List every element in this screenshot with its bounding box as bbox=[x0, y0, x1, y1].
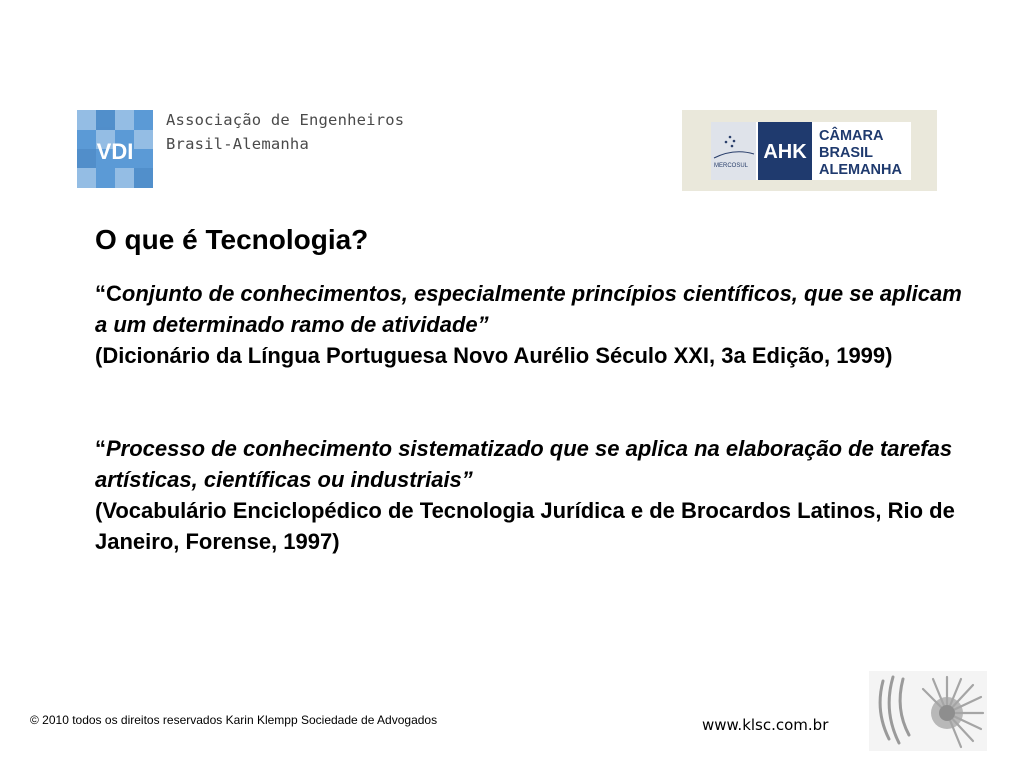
vdi-logo-text: VDI bbox=[96, 139, 134, 164]
quote-1-open: “C bbox=[95, 281, 122, 306]
ahk-logo bbox=[682, 110, 937, 191]
ahk-logo-text: AHK bbox=[763, 141, 807, 163]
page-title: O que é Tecnologia? bbox=[95, 224, 369, 255]
quote-1 bbox=[95, 278, 965, 371]
vdi-logo bbox=[77, 110, 153, 188]
slide-content bbox=[95, 224, 965, 557]
quote-2-text: Processo de conhecimento sistematizado que se aplica na elaboração de tarefas artísticas, científicas ou industriais” bbox=[95, 436, 953, 492]
ahk-mercosul-text: MERCOSUL bbox=[714, 163, 749, 169]
quote-1-source: (Dicionário da Língua Portuguesa Novo Aurélio Século XXI, 3a Edição, 1999) bbox=[95, 343, 893, 368]
footer-url-link[interactable]: www.klsc.com.br bbox=[702, 716, 829, 734]
quote-2 bbox=[95, 433, 965, 557]
ahk-line1: CÂMARA bbox=[819, 128, 884, 144]
quote-2-source: (Vocabulário Enciclopédico de Tecnologia Jurídica e de Brocardos Latinos, Rio de Janeiro, Forense, 1997) bbox=[95, 498, 955, 554]
vdi-org-line2: Brasil-Alemanha bbox=[166, 135, 309, 153]
footer-copyright: © 2010 todos os direitos reservados Karin Klempp Sociedade de Advogados bbox=[30, 713, 438, 727]
ahk-line3: ALEMANHA bbox=[819, 162, 902, 178]
quote-1-text: onjunto de conhecimentos, especialmente princípios científicos, que se aplicam a um determinado ramo de atividade” bbox=[95, 281, 962, 337]
vdi-org-line1: Associação de Engenheiros bbox=[166, 111, 405, 129]
quote-2-open: “ bbox=[95, 436, 106, 461]
ahk-line2: BRASIL bbox=[819, 145, 873, 161]
klsc-bird-logo-icon bbox=[869, 671, 987, 751]
vdi-organization-name bbox=[166, 108, 404, 156]
